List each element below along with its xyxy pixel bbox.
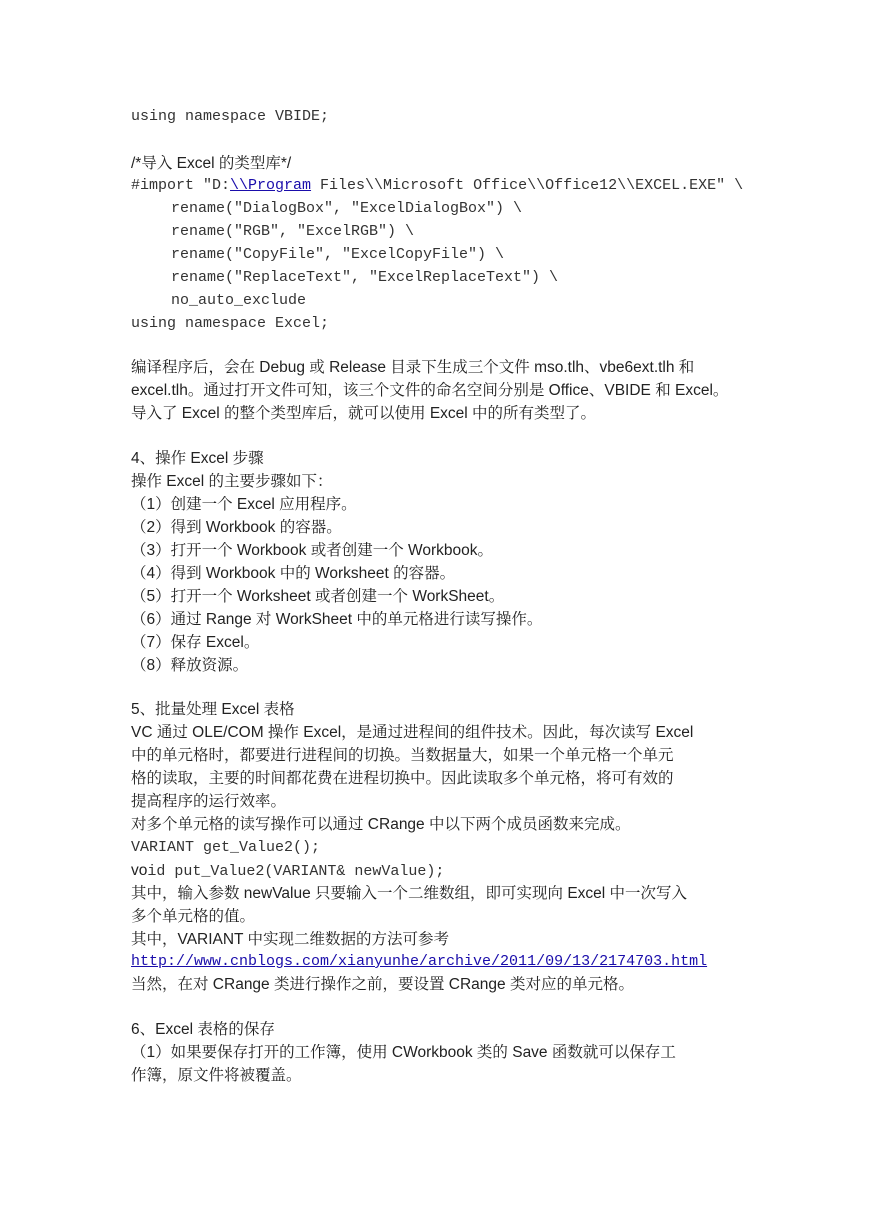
step-item: （8）释放资源。 [131,657,249,674]
paragraph-line: 导入了 Excel 的整个类型库后，就可以使用 Excel 中的所有类型了。 [131,405,597,422]
import-prefix: #import "D: [131,177,231,194]
paragraph-line: 多个单元格的值。 [131,908,256,925]
section-4-title: 4、操作 Excel 步骤 [131,450,264,467]
section-6-title: 6、Excel 表格的保存 [131,1021,275,1038]
no-auto-exclude: no_auto_exclude [171,292,307,309]
paragraph-line: 提高程序的运行效率。 [131,793,287,810]
reference-link[interactable]: http://www.cnblogs.com/xianyunhe/archive/2011/09/13/2174703.html [131,953,708,970]
paragraph-line: VC 通过 OLE/COM 操作 Excel，是通过进程间的组件技术。因此，每次读写 Excel [131,724,694,741]
paragraph-line: excel.tlh。通过打开文件可知，该三个文件的命名空间分别是 Office、VBIDE 和 Excel。 [131,382,729,399]
code-using-vbide: using namespace VBIDE; [131,108,330,125]
paragraph-line: 格的读取，主要的时间都花费在进程切换中。因此读取多个单元格，将可有效的 [131,770,674,787]
step-item: （4）得到 Workbook 中的 Worksheet 的容器。 [131,565,456,582]
import-path-link[interactable]: \\Program [230,177,312,194]
step-item: （7）保存 Excel。 [131,634,260,651]
crange-note: 当然，在对 CRange 类进行操作之前，要设置 CRange 类对应的单元格。 [131,976,634,993]
step-item: （6）通过 Range 对 WorkSheet 中的单元格进行读写操作。 [131,611,543,628]
put-prefix: vo [131,862,148,879]
put-rest: id put_Value2(VARIANT& newValue); [147,863,445,880]
step-item: （1）创建一个 Excel 应用程序。 [131,496,357,513]
code-put-value [131,859,444,882]
paragraph-line: （1）如果要保存打开的工作簿，使用 CWorkbook 类的 Save 函数就可以保存工 [131,1044,676,1061]
import-directive [131,174,743,197]
paragraph-line: 其中，输入参数 newValue 只要输入一个二维数组，即可实现向 Excel 中一次写入 [131,885,688,902]
step-item: （3）打开一个 Workbook 或者创建一个 Workbook。 [131,542,494,559]
import-suffix: Files\\Microsoft Office\\Office12\\EXCEL.EXE" \ [311,177,744,194]
crange-intro: 对多个单元格的读写操作可以通过 CRange 中以下两个成员函数来完成。 [131,816,631,833]
code-using-excel: using namespace Excel; [131,315,330,332]
step-item: （5）打开一个 Worksheet 或者创建一个 WorkSheet。 [131,588,505,605]
rename-replacetext: rename("ReplaceText", "ExcelReplaceText") \ [171,269,559,286]
variant-reference: 其中，VARIANT 中实现二维数据的方法可参考 [131,931,450,948]
code-get-value: VARIANT get_Value2(); [131,839,321,856]
rename-copyfile: rename("CopyFile", "ExcelCopyFile") \ [171,246,505,263]
rename-rgb: rename("RGB", "ExcelRGB") \ [171,223,415,240]
paragraph-line: 中的单元格时，都要进行进程间的切换。当数据量大，如果一个单元格一个单元 [131,747,674,764]
paragraph-line: 编译程序后，会在 Debug 或 Release 目录下生成三个文件 mso.tlh、vbe6ext.tlh 和 [131,359,695,376]
step-item: （2）得到 Workbook 的容器。 [131,519,342,536]
section-5-title: 5、批量处理 Excel 表格 [131,701,295,718]
rename-dialogbox: rename("DialogBox", "ExcelDialogBox") \ [171,200,523,217]
section-4-intro: 操作 Excel 的主要步骤如下： [131,473,333,490]
import-comment: /*导入 Excel 的类型库*/ [131,155,292,172]
paragraph-line: 作簿，原文件将被覆盖。 [131,1067,302,1084]
